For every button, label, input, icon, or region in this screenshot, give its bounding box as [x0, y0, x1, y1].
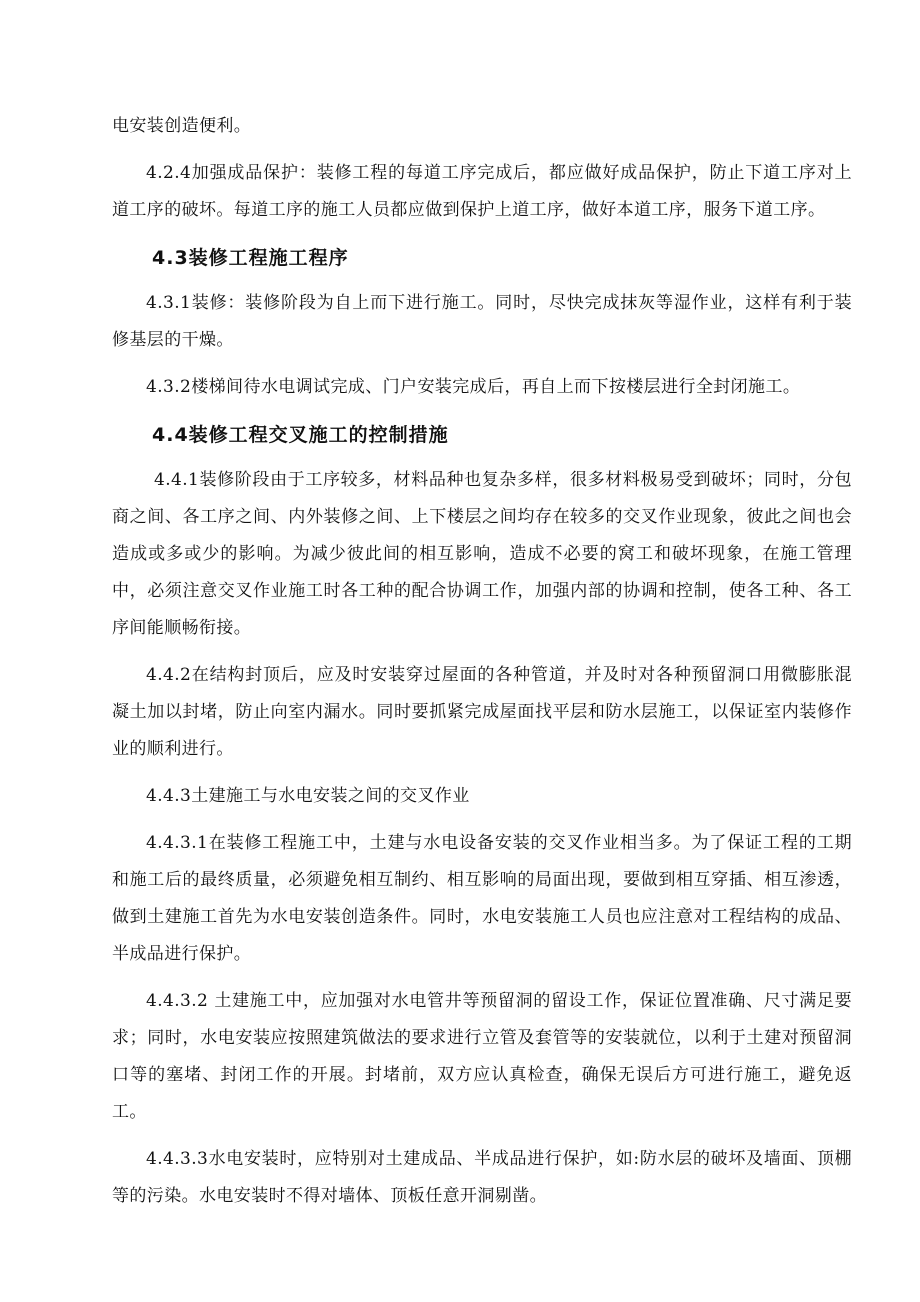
heading-4-4: 4.4装修工程交叉施工的控制措施 [152, 424, 449, 446]
paragraph-continuation: 电安装创造便利。 [112, 116, 252, 136]
paragraph-4-4-1: 4.4.1装修阶段由于工序较多，材料品种也复杂多样，很多材料极易受到破坏；同时，分包商之间、各工序之间、内外装修之间、上下楼层之间均存在较多的交叉作业现象，彼此之间也会造成或多或少的影响。为减少彼此间的相互影响，造成不必要的窝工和破坏现象，在施工管理中，必须注意交叉作业施工时各工种的配合协调工作，加强内部的协调和控制，使各工种、各工序间能顺畅衔接。 [112, 470, 852, 638]
paragraph-4-3-1: 4.3.1装修：装修阶段为自上而下进行施工。同时，尽快完成抹灰等湿作业，这样有利于装修基层的干燥。 [112, 293, 852, 350]
paragraph-4-4-3-2: 4.4.3.2 土建施工中，应加强对水电管井等预留洞的留设工作，保证位置准确、尺寸满足要求；同时，水电安装应按照建筑做法的要求进行立管及套管等的安装就位，以利于土建对预留洞口等的塞堵、封闭工作的开展。封堵前，双方应认真检查，确保无误后方可进行施工，避免返工。 [112, 991, 852, 1122]
paragraph-4-4-2: 4.4.2在结构封顶后，应及时安装穿过屋面的各种管道，并及时对各种预留洞口用微膨胀混凝土加以封堵，防止向室内漏水。同时要抓紧完成屋面找平层和防水层施工，以保证室内装修作业的顺利进行。 [112, 665, 852, 759]
document-body [112, 114, 852, 1225]
paragraph-4-4-3-1: 4.4.3.1在装修工程施工中，土建与水电设备安装的交叉作业相当多。为了保证工程的工期和施工后的最终质量，必须避免相互制约、相互影响的局面出现，要做到相互穿插、相互渗透，做到土建施工首先为水电安装创造条件。同时，水电安装施工人员也应注意对工程结构的成品、半成品进行保护。 [112, 833, 852, 964]
paragraph-4-4-3: 4.4.3土建施工与水电安装之间的交叉作业 [146, 786, 470, 806]
paragraph-4-2-4: 4.2.4加强成品保护：装修工程的每道工序完成后，都应做好成品保护，防止下道工序对上道工序的破坏。每道工序的施工人员都应做到保护上道工序，做好本道工序，服务下道工序。 [112, 163, 852, 220]
heading-4-3: 4.3装修工程施工程序 [152, 247, 349, 269]
paragraph-4-3-2: 4.3.2楼梯间待水电调试完成、门户安装完成后，再自上而下按楼层进行全封闭施工。 [146, 377, 801, 397]
paragraph-4-4-3-3: 4.4.3.3水电安装时，应特别对土建成品、半成品进行保护，如:防水层的破坏及墙面、顶棚等的污染。水电安装时不得对墙体、顶板任意开洞剔凿。 [112, 1149, 852, 1206]
